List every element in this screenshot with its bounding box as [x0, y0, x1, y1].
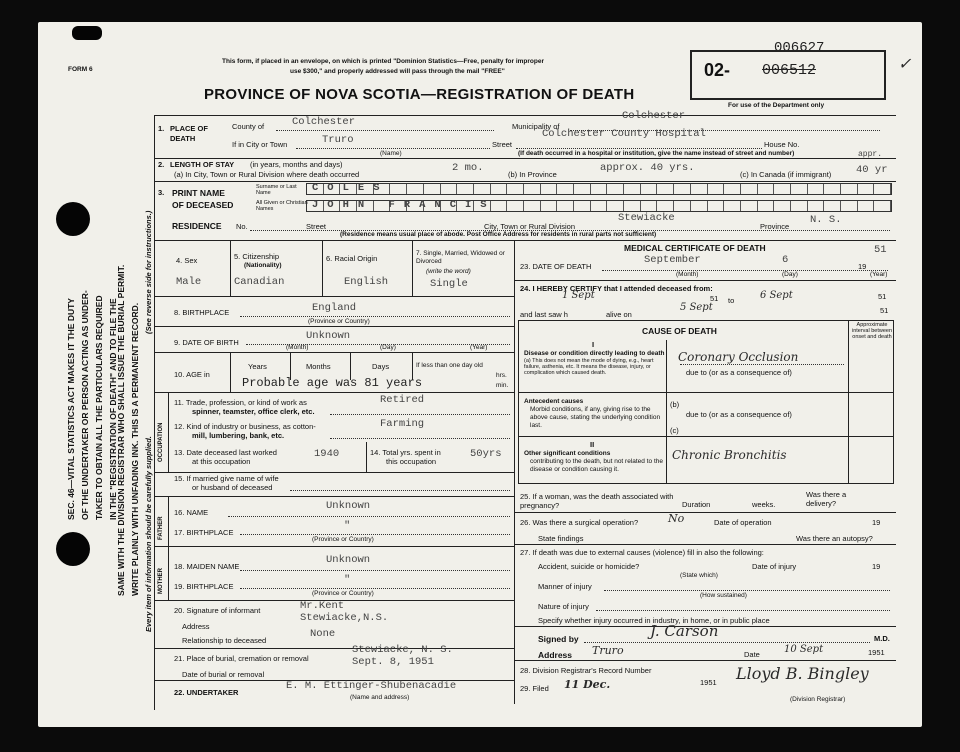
interval-header: Approximate interval between onset and death: [851, 322, 893, 340]
marital-label: 7. Single, Married, Widowed or Divorced: [416, 250, 505, 265]
filed-year: 1951: [700, 678, 717, 687]
q25-delivery: Was there a delivery?: [806, 490, 847, 508]
q27-year: 19: [872, 562, 881, 571]
father-name-label: 16. NAME: [174, 508, 209, 517]
residence-street-label: Street: [306, 222, 327, 231]
q27-manner: Manner of injury: [538, 582, 592, 591]
house-label: House No.: [764, 140, 800, 149]
informant-address-label: Address: [182, 622, 210, 631]
parents-div: [168, 496, 169, 600]
punch-hole-top: [56, 202, 90, 236]
cause-b: (b): [670, 400, 680, 409]
city-label: If in City or Town: [232, 140, 288, 149]
q26-label: 26. Was there a surgical operation?: [520, 518, 639, 527]
attended-y2: 51: [878, 292, 887, 301]
filed-label: 29. Filed: [520, 684, 549, 693]
burial-label: 21. Place of burial, cremation or removal: [174, 654, 309, 663]
q26-answer: No: [668, 512, 685, 525]
stay-b-value: approx. 40 yrs.: [600, 162, 695, 174]
age-min: min.: [496, 382, 509, 389]
q27-date-injury: Date of injury: [752, 562, 797, 571]
total-years-label: 14. Total yrs. spent in: [370, 448, 441, 457]
stay-a-label: (a) In City, Town or Rural Division where death occurred: [174, 170, 360, 179]
father-prov: (Province or Country): [312, 536, 374, 543]
municipality-value: Colchester: [622, 110, 686, 122]
filed-date: 11 Dec.: [564, 678, 611, 691]
cause-a-value: Coronary Occlusion: [678, 350, 799, 364]
age-less-day: If less than one day old: [416, 362, 483, 369]
total-years-sub: this occupation: [386, 457, 437, 466]
q27-nature-line: [596, 610, 890, 611]
age-years: Years: [248, 362, 267, 371]
marital-sub: (write the word): [426, 268, 471, 275]
given-value: JOHN FRANCIS: [312, 199, 496, 211]
place-label: PLACE OF DEATH: [170, 124, 208, 143]
city-line: [296, 148, 490, 149]
racial-value: English: [344, 276, 389, 288]
father-birthplace-value: ": [344, 520, 351, 532]
street-label: Street: [492, 140, 513, 149]
due-to-b: due to (or as a consequence of): [686, 410, 792, 419]
undertaker-sub: (Name and address): [350, 694, 410, 701]
rule-after-place: [154, 158, 896, 159]
other-label: Other significant conditions: [524, 450, 611, 457]
direct-note: (a) This does not mean the mode of dying, e.g., heart failure, asthenia, etc. It means the disease, injury, or complication which caused death.: [524, 358, 654, 376]
registration-prefix: 02-: [704, 60, 731, 80]
age-days: Days: [372, 362, 390, 371]
informant-address-value: Stewiacke,N.S.: [300, 612, 389, 624]
rule-after-age: [154, 392, 514, 393]
certify-label: 24. I HEREBY CERTIFY that I attended deceased from:: [520, 284, 713, 293]
attended-to: 6 Sept: [760, 290, 793, 301]
mother-section: MOTHER: [158, 568, 164, 594]
residence-label: RESIDENCE: [172, 221, 222, 231]
record-number-label: 28. Division Registrar's Record Number: [520, 666, 652, 675]
trade-sub: spinner, teamster, office clerk, etc.: [192, 407, 315, 416]
stay-c-label: (c) In Canada (if immigrant): [740, 170, 832, 179]
burial-date-value: Sept. 8, 1951: [352, 656, 434, 668]
residence-note: (Residence means usual place of abode. Post Office Address for residents in rural parts not sufficient): [340, 231, 657, 238]
dob-value: Unknown: [306, 330, 351, 342]
street-line: [516, 148, 762, 149]
q26-autopsy: Was there an autopsy?: [796, 534, 873, 543]
mail-note-line-1: This form, if placed in an envelope, on which is printed "Dominion Statistics—Free, penalty for improper: [222, 58, 544, 65]
mother-name-line: [240, 570, 510, 571]
age-months: Months: [306, 362, 331, 371]
trade-line: [330, 414, 510, 415]
burial-place-value: Stewiacke, N. S.: [352, 644, 453, 656]
residence-city-label: City, Town or Rural Division: [484, 222, 575, 231]
father-name-value: Unknown: [326, 500, 371, 512]
rule-q26: [514, 544, 896, 545]
column-divider: [514, 240, 515, 704]
occupation-section-label: OCCUPATION: [158, 422, 164, 462]
q26-date: Date of operation: [714, 518, 772, 527]
cause-label-div: [666, 340, 667, 484]
surname-grid: [306, 183, 892, 195]
stay-c-value: 40 yr: [856, 164, 888, 176]
county-value: Colchester: [292, 116, 356, 128]
mother-prov: (Province or Country): [312, 590, 374, 597]
residence-no-label: No.: [236, 222, 248, 231]
birthplace-value: England: [312, 302, 357, 314]
mother-birthplace-label: 19. BIRTHPLACE: [174, 582, 234, 591]
rule-after-death-date: [514, 280, 896, 281]
cause-c: (c): [670, 426, 679, 435]
q25-weeks: weeks.: [752, 500, 776, 509]
department-use-note: For use of the Department only: [728, 102, 825, 109]
total-years-value: 50yrs: [470, 448, 502, 460]
informant-value: Mr.Kent: [300, 600, 345, 612]
registrar-signature: Lloyd B. Bingley: [736, 664, 869, 683]
physician-signature: J. Carson: [650, 622, 719, 640]
rule-top: [154, 115, 896, 116]
registration-number-struck: 006512: [762, 62, 817, 79]
q25-label: 25. If a woman, was the death associated with pregnancy?: [520, 492, 674, 510]
rule-q25: [514, 512, 896, 513]
md-label: M.D.: [874, 634, 890, 643]
mother-birthplace-value: ": [344, 574, 351, 586]
birthplace-label: 8. BIRTHPLACE: [174, 308, 230, 317]
industry-value: Farming: [380, 418, 425, 430]
side-instruction-line-1: SEC. 46—VITAL STATISTICS ACT MAKES IT THE DUTY: [66, 298, 76, 520]
rule-after-informant: [154, 648, 514, 649]
q27-nature: Nature of injury: [538, 602, 589, 611]
personal-div-1: [230, 240, 231, 296]
sig-address-label: Address: [538, 650, 573, 660]
q27-accident: Accident, suicide or homicide?: [538, 562, 640, 571]
stay-num: 2.: [158, 160, 165, 169]
sig-year: 1951: [868, 648, 885, 657]
marital-value: Single: [430, 278, 468, 290]
alive-y3: 51: [880, 306, 889, 315]
side-instruction-line-2: OF THE UNDERTAKER OR PERSON ACTING AS UNDER-: [80, 290, 90, 520]
personal-div-2: [322, 240, 323, 296]
rule-after-personal: [154, 296, 514, 297]
death-day-sub: (Day): [782, 271, 798, 278]
citizenship-label: 5. Citizenship: [234, 252, 280, 261]
dob-day: (Day): [380, 344, 396, 351]
roman-1: I: [592, 340, 595, 349]
form-left-border: [154, 115, 155, 710]
stay-b-label: (b) In Province: [508, 170, 557, 179]
cause-header: CAUSE OF DEATH: [642, 326, 717, 336]
birthplace-sub: (Province or Country): [308, 318, 370, 325]
occupation-div: [168, 392, 169, 472]
residence-province-value: N. S.: [810, 214, 842, 226]
side-instruction-line-6: WRITE PLAINLY WITH UNFADING INK. THIS IS A PERMANENT RECORD.: [130, 302, 140, 596]
cause-interval-div: [848, 320, 849, 484]
informant-label: 20. Signature of informant: [174, 606, 261, 615]
city-value: Truro: [322, 134, 354, 146]
undertaker-label: 22. UNDERTAKER: [174, 688, 239, 697]
relationship-label: Relationship to deceased: [182, 636, 267, 645]
q26-year: 19: [872, 518, 881, 527]
q27-manner-line: [604, 590, 890, 591]
dob-label: 9. DATE OF BIRTH: [174, 338, 239, 347]
industry-line: [330, 438, 510, 439]
residence-province-label: Province: [760, 222, 790, 231]
given-label: All Given or Christian Names: [256, 200, 308, 212]
street-value: Colchester County Hospital: [542, 128, 706, 140]
attended-to-label: to: [728, 296, 735, 305]
industry-label: 12. Kind of industry or business, as cotton-: [174, 422, 316, 431]
age-hrs: hrs.: [496, 372, 507, 379]
death-day-value: 6: [782, 254, 789, 266]
signed-line: [584, 642, 870, 643]
rule-after-spouse: [154, 496, 514, 497]
age-div-1: [230, 352, 231, 392]
deceased-label-2: OF DECEASED: [172, 200, 234, 210]
q27-state-which: (State which): [680, 572, 718, 579]
mother-birthplace-line: [240, 588, 510, 589]
rule-cause-2: [518, 436, 894, 437]
punch-hole-bottom: [56, 532, 90, 566]
rule-after-residence: [154, 240, 896, 241]
death-date-line: [602, 270, 888, 271]
side-note-careful: Every item of information should be carefully supplied.: [144, 436, 153, 632]
municipality-label: Municipality of: [512, 122, 560, 131]
attended-from: 1 Sept: [562, 290, 595, 301]
mother-name-label: 18. MAIDEN NAME: [174, 562, 240, 571]
dob-year: (Year): [470, 344, 488, 351]
death-month-sub: (Month): [676, 271, 699, 278]
sig-date-value: 10 Sept: [784, 644, 824, 655]
q26-state: State findings: [538, 534, 584, 543]
staple-top: [72, 26, 102, 40]
cause-other-value: Chronic Bronchitis: [672, 448, 787, 462]
form-number: FORM 6: [68, 66, 93, 73]
registrar-sub: (Division Registrar): [790, 696, 846, 703]
industry-sub: mill, lumbering, bank, etc.: [192, 431, 285, 440]
stay-a-value: 2 mo.: [452, 162, 484, 174]
registration-number-stamp: 006627: [774, 40, 825, 56]
rule-signature: [514, 660, 896, 661]
rule-after-stay: [154, 181, 896, 182]
alive-date: 5 Sept: [680, 302, 713, 313]
occupation-mid-div: [366, 442, 367, 472]
death-year-sub: (Year): [870, 271, 888, 278]
father-section: FATHER: [158, 516, 164, 540]
direct-label: Disease or condition directly leading to death: [524, 350, 665, 357]
attended-y1: 51: [710, 294, 719, 303]
residence-city-value: Stewiacke: [618, 212, 675, 224]
trade-value: Retired: [380, 394, 425, 406]
q27-label: 27. If death was due to external causes (violence) fill in also the following:: [520, 548, 764, 557]
rule-after-occupation: [154, 472, 514, 473]
stay-c-extra: appr.: [858, 150, 883, 159]
sig-address-value: Truro: [592, 644, 624, 657]
death-date-label: 23. DATE OF DEATH: [520, 262, 592, 271]
side-instruction-line-3: TAKER TO OBTAIN ALL THE PARTICULARS REQUIRED: [94, 295, 104, 520]
sex-value: Male: [176, 276, 202, 288]
city-name-sub: (Name): [380, 150, 402, 157]
death-month-value: September: [644, 254, 701, 266]
hospital-note: (If death occurred in a hospital or institution, give the name instead of street and number): [518, 150, 795, 157]
q27-how: (How sustained): [700, 592, 747, 599]
death-year-value: 51: [874, 244, 887, 256]
morbid-label: Morbid conditions, if any, giving rise to the above cause, stating the underlying condition last.: [530, 406, 661, 429]
county-line: [276, 130, 494, 131]
spouse-line: [290, 490, 510, 491]
surname-label: Surname or Last Name: [256, 184, 297, 196]
racial-label: 6. Racial Origin: [326, 254, 378, 263]
medical-header: MEDICAL CERTIFICATE OF DEATH: [624, 243, 766, 253]
sig-date-label: Date: [744, 650, 760, 659]
father-birthplace-line: [240, 534, 510, 535]
dob-month: (Month): [286, 344, 309, 351]
antecedent-label: Antecedent causes: [524, 398, 584, 405]
mother-name-value: Unknown: [326, 554, 371, 566]
spouse-label: 15. If married give name of wife: [174, 474, 279, 483]
side-note-reverse: (See reverse side for instructions.): [144, 210, 153, 334]
personal-div-3: [412, 240, 413, 296]
due-to-a: due to (or as a consequence of): [686, 368, 792, 377]
q25-duration: Duration: [682, 500, 711, 509]
signed-label: Signed by: [538, 634, 579, 644]
stay-label: LENGTH OF STAY: [170, 160, 235, 169]
alive-label: alive on: [606, 310, 632, 319]
last-saw-label: and last saw h: [520, 310, 568, 319]
relationship-value: None: [310, 628, 336, 640]
age-label: 10. AGE in: [174, 370, 210, 379]
check-mark: ✓: [898, 54, 912, 73]
county-label: County of: [232, 122, 265, 131]
cause-a-line: [680, 364, 844, 365]
rule-after-father: [154, 546, 514, 547]
age-value: Probable age was 81 years: [242, 376, 423, 390]
roman-2: II: [590, 440, 595, 449]
last-worked-label: 13. Date deceased last worked: [174, 448, 277, 457]
rule-cause-1: [518, 392, 894, 393]
form-title: PROVINCE OF NOVA SCOTIA—REGISTRATION OF DEATH: [204, 86, 635, 103]
surname-value: COLES: [312, 182, 389, 194]
deceased-label-1: PRINT NAME: [172, 188, 225, 198]
last-worked-value: 1940: [314, 448, 340, 460]
citizenship-value: Canadian: [234, 276, 285, 288]
mail-note-line-2: use $300," and properly addressed will pass through the mail "FREE": [290, 68, 505, 75]
trade-label: 11. Trade, profession, or kind of work as: [174, 398, 307, 407]
undertaker-value: E. M. Ettinger-Shubenacadie: [286, 680, 457, 692]
other-sub: contributing to the death, but not related to the disease or condition causing it.: [530, 458, 663, 473]
stay-sub: (in years, months and days): [250, 160, 343, 169]
side-instruction-line-4: IN THE "REGISTRATION OF DEATH" AND TO FILE THE: [108, 298, 118, 520]
rule-after-dob: [154, 352, 514, 353]
rule-after-birthplace: [154, 326, 514, 327]
birthplace-line: [240, 316, 510, 317]
side-instruction-line-5: SAME WITH THE DIVISION REGISTRAR WHO SHALL ISSUE THE BURIAL PERMIT.: [116, 264, 126, 596]
burial-date-label: Date of burial or removal: [182, 670, 265, 679]
death-year-prefix: 19: [858, 262, 867, 271]
citizenship-sub: (Nationality): [244, 262, 282, 269]
place-num: 1.: [158, 124, 165, 133]
last-worked-sub: at this occupation: [192, 457, 251, 466]
q27-specify: Specify whether injury occurred in industry, in home, or in public place: [538, 616, 770, 625]
father-birthplace-label: 17. BIRTHPLACE: [174, 528, 234, 537]
spouse-sub: or husband of deceased: [192, 483, 273, 492]
deceased-num: 3.: [158, 188, 165, 197]
father-name-line: [228, 516, 510, 517]
sex-label: 4. Sex: [176, 256, 198, 265]
